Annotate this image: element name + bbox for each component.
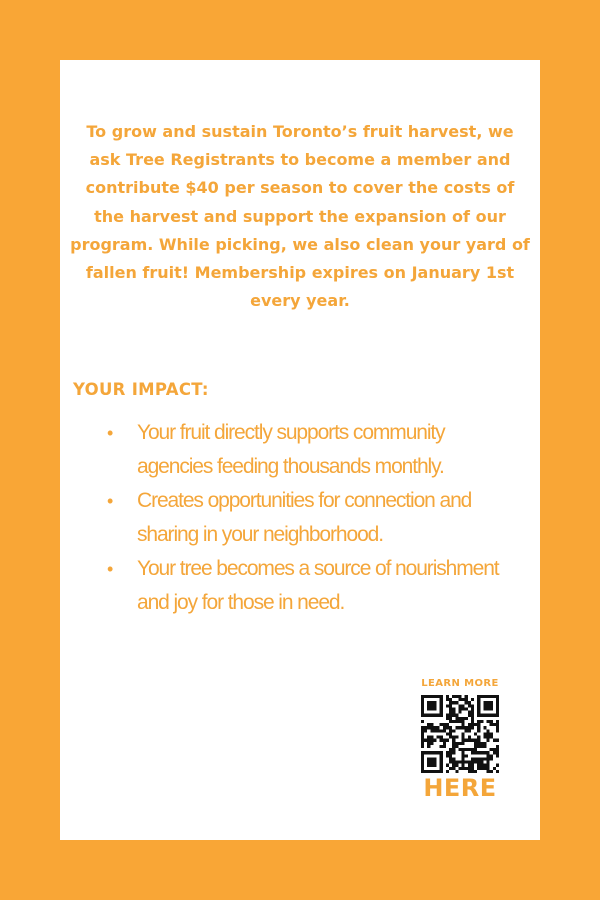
here-label: HERE xyxy=(423,774,497,802)
impact-item xyxy=(104,484,524,552)
impact-item-text: Your tree becomes a source of nourishment and joy for those in need. xyxy=(137,557,499,614)
impact-item xyxy=(104,416,524,484)
impact-list xyxy=(104,416,524,620)
bullet-icon: • xyxy=(107,559,113,579)
learn-more-label: LEARN MORE xyxy=(421,678,499,689)
impact-item-text: Creates opportunities for connection and sharing in your neighborhood. xyxy=(137,489,472,546)
impact-heading: YOUR IMPACT: xyxy=(73,380,209,399)
bullet-icon: • xyxy=(107,423,113,443)
intro-text: To grow and sustain Toronto’s fruit harvest, we ask Tree Registrants to become a member and contribute $40 per season to cover the costs of the harvest and support the expansion of our program. While picking, we also clean your yard of fallen fruit! Membership expires on January 1st every year. xyxy=(70,122,530,311)
qr-code-icon[interactable] xyxy=(421,695,499,773)
impact-item-text: Your fruit directly supports community agencies feeding thousands monthly. xyxy=(137,421,445,478)
info-card xyxy=(60,60,540,840)
qr-block[interactable] xyxy=(410,678,510,802)
bullet-icon: • xyxy=(107,491,113,511)
impact-item xyxy=(104,552,524,620)
